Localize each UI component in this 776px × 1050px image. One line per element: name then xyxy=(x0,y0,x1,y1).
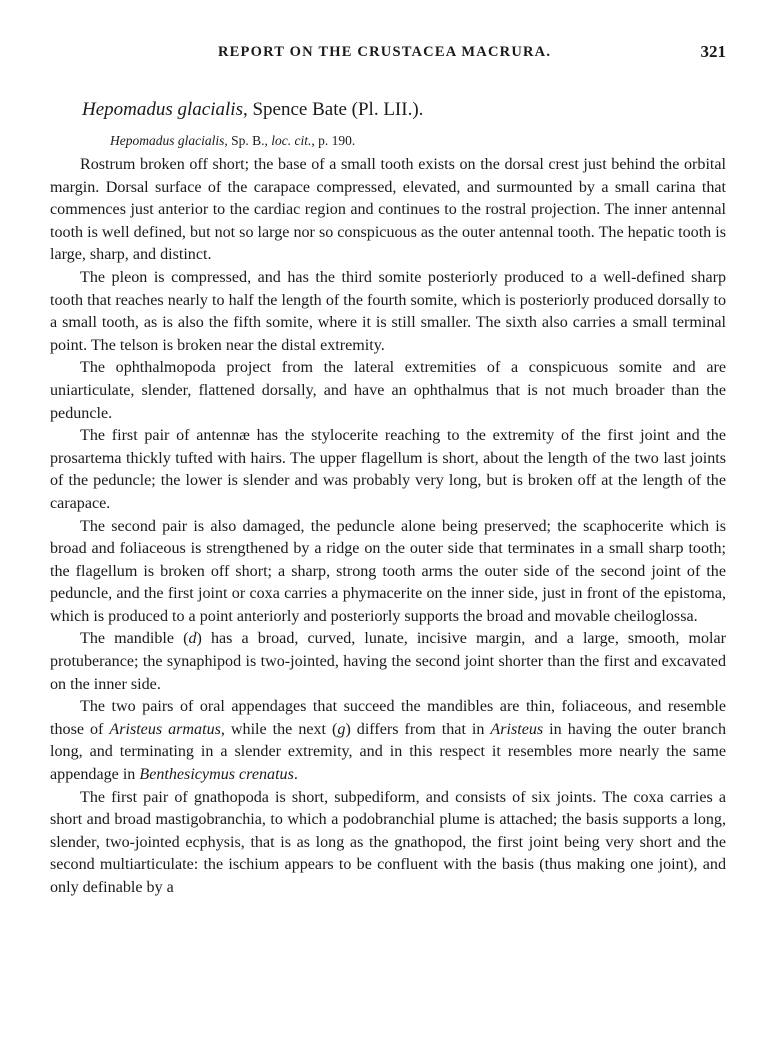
text-run: The second pair is also damaged, the peduncle alone being preserved; the scaphocerite which is broad and foliaceous is strengthened by a ridge on the outer side that terminates in a small sharp tooth; the flagellum is broken off short; a sharp, strong tooth arms the outer side of the second joint of the peduncle, and the first joint or coxa carries a phymacerite on the inner side, just in front of the epistoma, which is produced to a point anteriorly and posteriorly supports the broad and movable cheiloglossa. xyxy=(50,517,726,625)
paragraph xyxy=(50,516,726,629)
text-run: The two pairs of oral appendages that succeed the mandibles are thin, foliaceous, and resemble those of xyxy=(50,698,726,738)
text-run: The ophthalmopoda project from the lateral extremities of a conspicuous somite and are uniarticulate, slender, flattened dorsally, and have an ophthalmus that is not much broader than the peduncle. xyxy=(50,359,726,422)
text-run: The mandible ( xyxy=(80,630,189,648)
italic-text: Benthesicymus crenatus xyxy=(139,766,294,784)
text-run: ) has a broad, curved, lunate, incisive margin, and a large, smooth, molar protuberance; the synaphipod is two-jointed, having the second joint shorter than the first and excavated on the inner side. xyxy=(50,630,726,693)
running-title: REPORT ON THE CRUSTACEA MACRURA. xyxy=(218,44,552,60)
text-run: Rostrum broken off short; the base of a small tooth exists on the dorsal crest just behind the orbital margin. Dorsal surface of the carapace compressed, elevated, and surmounted by a small carina that commences just anterior to the cardiac region and continues to the rostral projection. The inner antennal tooth is well defined, but not so large nor so conspicuous as the outer antennal tooth. The hepatic tooth is large, sharp, and distinct. xyxy=(50,156,726,264)
italic-text: Aristeus xyxy=(490,720,544,738)
paragraph xyxy=(50,628,726,696)
text-run: . xyxy=(293,766,298,784)
text-run: The first pair of antennæ has the stylocerite reaching to the extremity of the first joint and the prosartema thickly tufted with hairs. The upper flagellum is short, about the length of the two last joints of the peduncle; the lower is slender and was probably very long, but is broken off at the length of the carapace. xyxy=(50,427,726,512)
synonym-name: Hepomadus glacialis xyxy=(110,133,225,148)
species-authority: , Spence Bate (Pl. LII.). xyxy=(242,99,424,120)
italic-text: g xyxy=(337,720,346,738)
text-run: The pleon is compressed, and has the third somite posteriorly produced to a well-defined sharp tooth that reaches nearly to half the length of the fourth somite, which is posteriorly produced dorsally to a small tooth, as is also the fifth somite, where it is still smaller. The sixth also carries a small terminal point. The telson is broken near the distal extremity. xyxy=(50,268,726,354)
text-run: , while the next ( xyxy=(220,720,338,738)
species-name: Hepomadus glacialis xyxy=(82,99,243,120)
paragraph xyxy=(50,154,726,267)
species-heading xyxy=(82,99,423,121)
body-text xyxy=(50,154,726,900)
page-number: 321 xyxy=(700,42,726,61)
text-run: The first pair of gnathopoda is short, subpediform, and consists of six joints. The coxa carries a short and broad mastigobranchia, to which a podobranchial plume is attached; the basis supports a long, slender, two-jointed ecphysis, that is as long as the gnathopod, the first joint being very short and the second multiarticulate: the ischium appears to be confluent with the basis (thus making one joint), and only definable by a xyxy=(50,788,726,896)
paragraph xyxy=(50,267,726,357)
text-run: in having the outer branch long, and terminating in a slender extremity, and in this respect it resembles more nearly the same appendage in xyxy=(50,720,726,784)
paragraph xyxy=(50,425,726,515)
paragraph xyxy=(50,696,726,786)
text-run: ) differs from that in xyxy=(345,720,491,738)
synonym-page: , p. 190. xyxy=(311,133,356,148)
italic-text: Aristeus armatus xyxy=(109,720,221,738)
paragraph xyxy=(50,787,726,900)
synonym-author: , Sp. B., xyxy=(224,133,272,148)
running-header xyxy=(50,44,726,70)
synonymy-line xyxy=(110,133,355,149)
italic-text: d xyxy=(188,630,197,648)
paragraph xyxy=(50,357,726,425)
synonym-reference: loc. cit. xyxy=(271,133,312,148)
